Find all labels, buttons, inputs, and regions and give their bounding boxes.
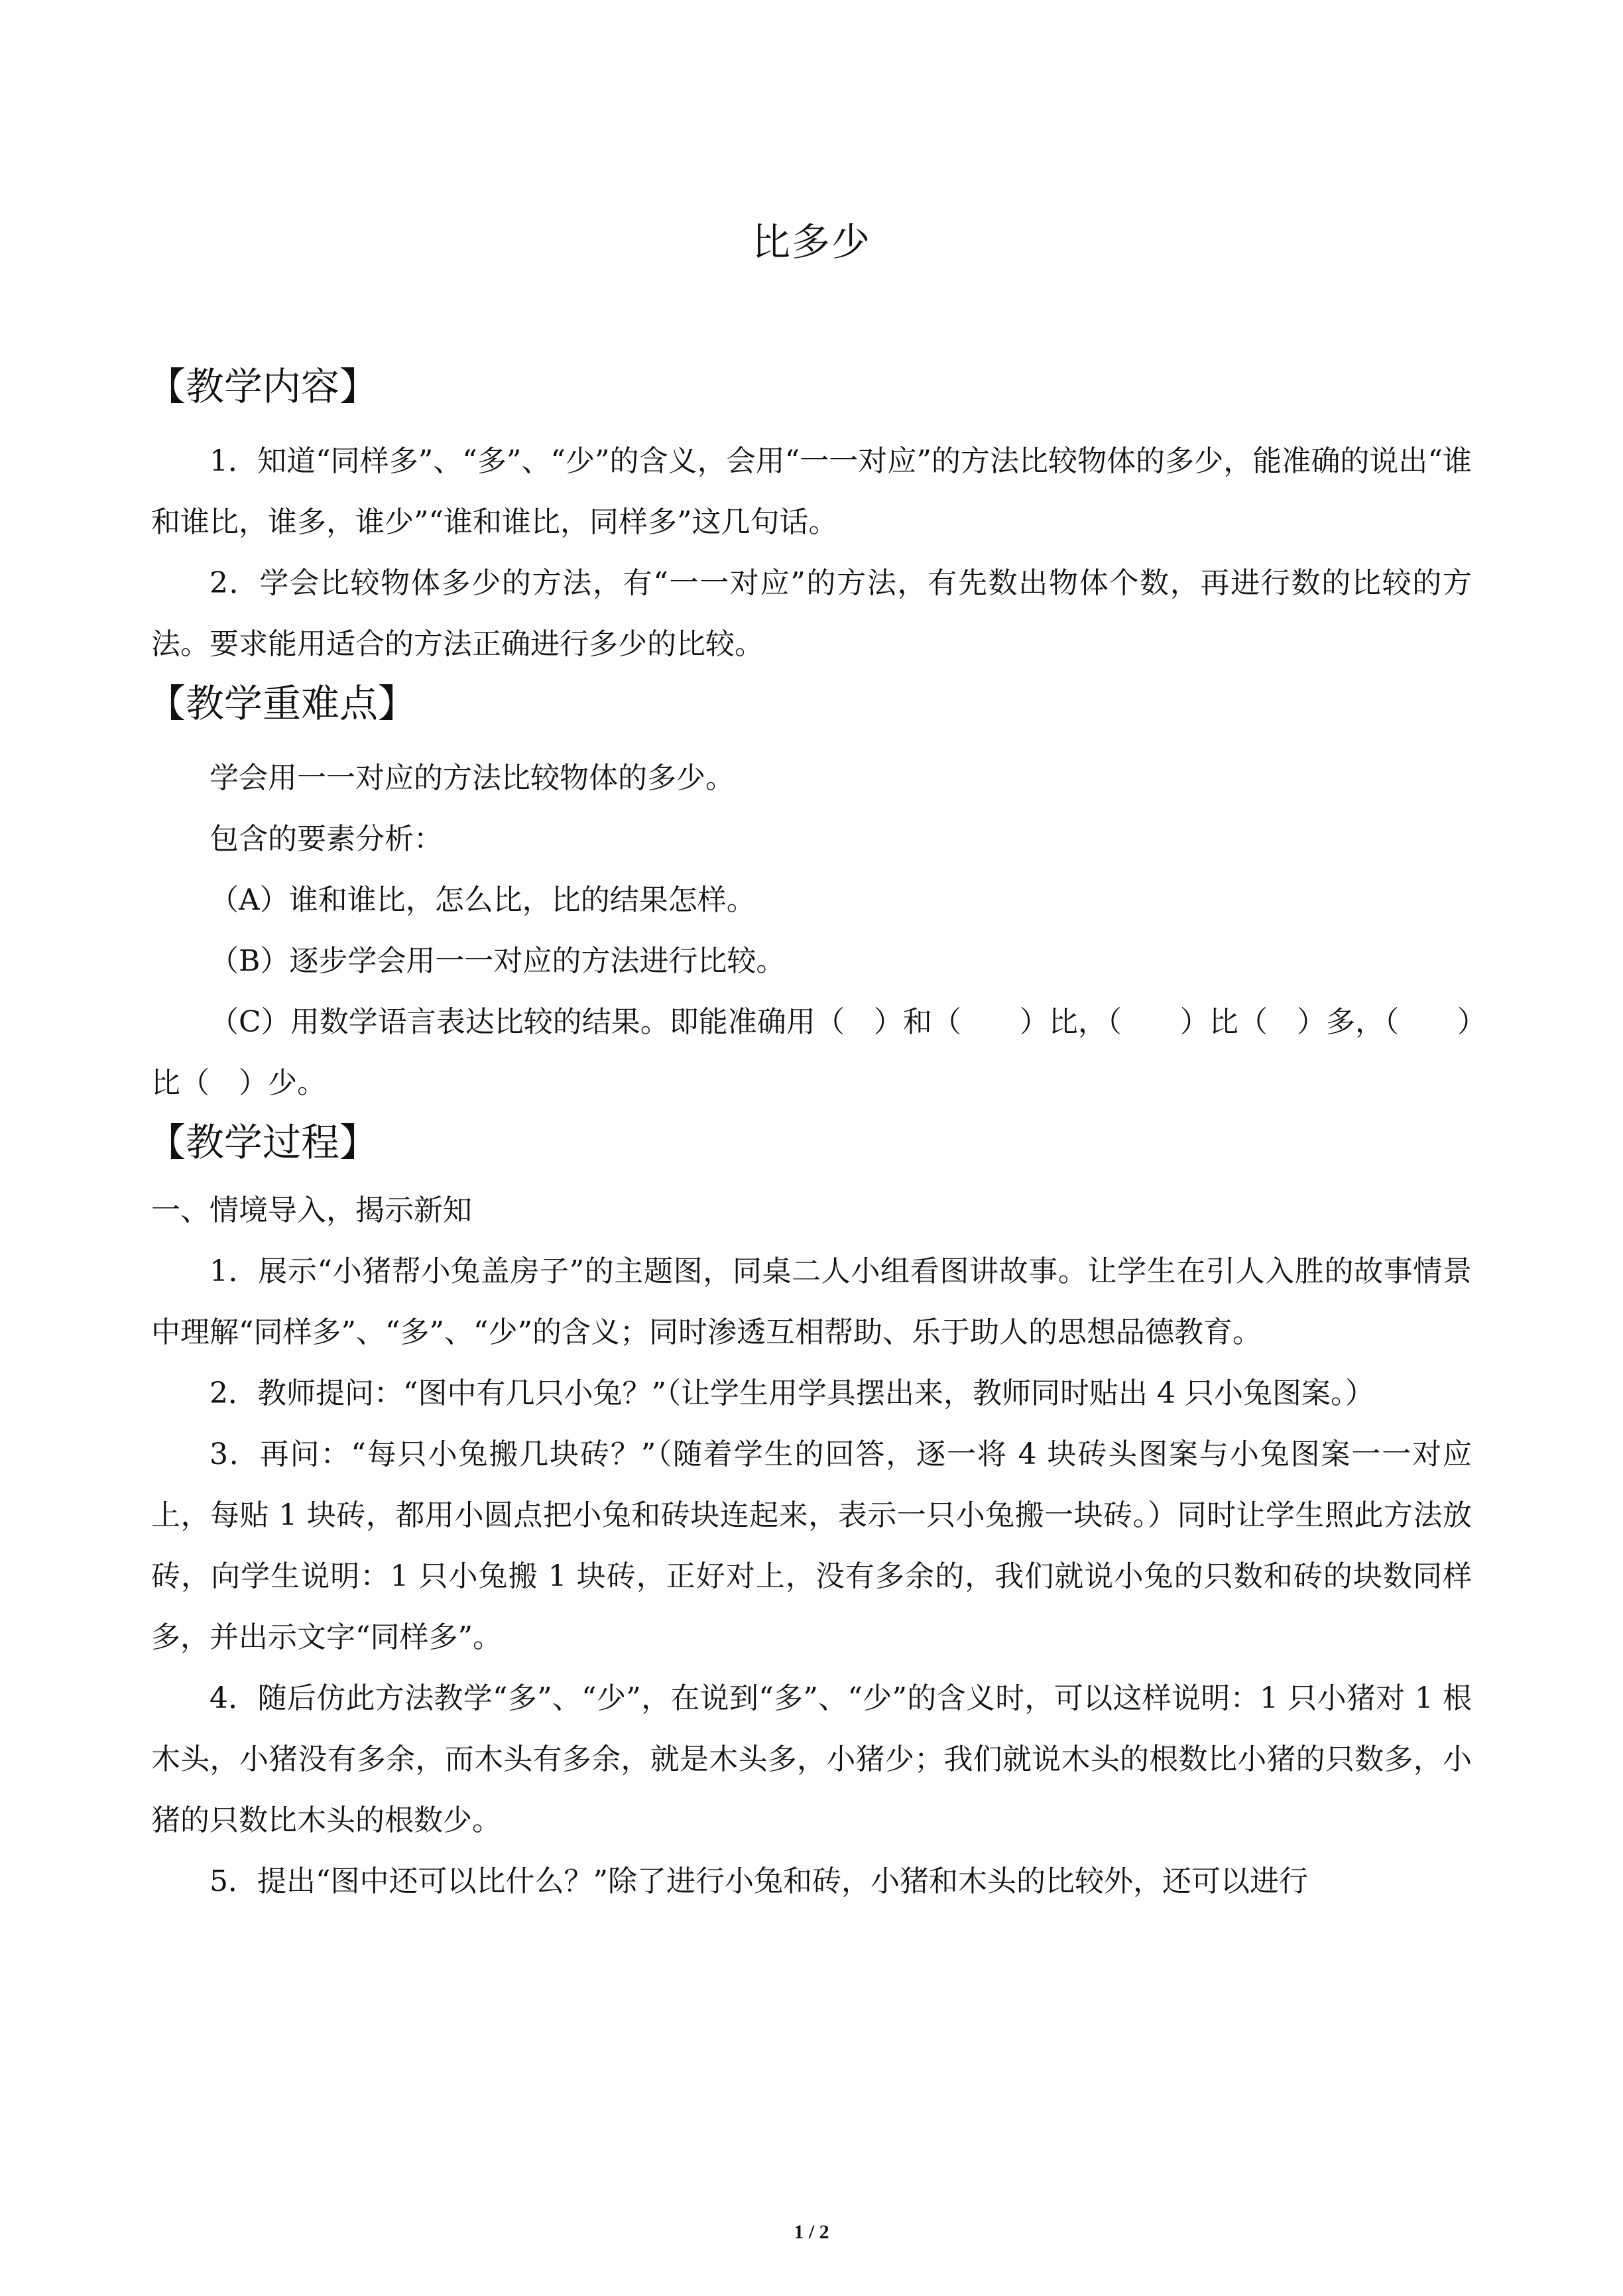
key-point-line-5: （C）用数学语言表达比较的结果。即能准确用（ ）和（ ）比，（ ）比（ ）多，（ ）比（ ）少。 bbox=[151, 1005, 1472, 1100]
page-number: 1 / 2 bbox=[794, 2221, 829, 2243]
content-paragraph-2: 2．学会比较物体多少的方法，有“一一对应”的方法，有先数出物体个数，再进行数的比较的方法。要求能用适合的方法正确进行多少的比较。 bbox=[151, 566, 1472, 661]
section-heading-key-points: 【教学重难点】 bbox=[147, 681, 417, 726]
section-heading-process: 【教学过程】 bbox=[147, 1120, 379, 1165]
process-paragraph-4: 4．随后仿此方法教学“多”、“少”，在说到“多”、“少”的含义时，可以这样说明：1 只小猪对 1 根木头，小猪没有多余，而木头有多余，就是木头多，小猪少；我们就说木头的根数比小猪的只数多，小猪的只数比木头的根数少。 bbox=[151, 1681, 1472, 1837]
process-paragraph-1: 1．展示“小猪帮小兔盖房子”的主题图，同桌二人小组看图讲故事。让学生在引人入胜的故事情景中理解“同样多”、“多”、“少”的含义；同时渗透互相帮助、乐于助人的思想品德教育。 bbox=[151, 1254, 1472, 1349]
content-paragraph-1: 1．知道“同样多”、“多”、“少”的含义，会用“一一对应”的方法比较物体的多少，能准确的说出“谁和谁比，谁多，谁少”“谁和谁比，同样多”这几句话。 bbox=[151, 444, 1472, 539]
process-paragraph-2: 2．教师提问：“图中有几只小兔？”（让学生用学具摆出来，教师同时贴出 4 只小兔图案。） bbox=[210, 1376, 1374, 1410]
process-paragraph-5: 5．提出“图中还可以比什么？”除了进行小兔和砖，小猪和木头的比较外，还可以进行 bbox=[210, 1864, 1308, 1898]
key-point-line-4: （B）逐步学会用一一对应的方法进行比较。 bbox=[210, 944, 786, 978]
key-point-line-1: 学会用一一对应的方法比较物体的多少。 bbox=[210, 761, 735, 795]
document-title: 比多少 bbox=[751, 219, 871, 265]
process-subheading-1: 一、情境导入，揭示新知 bbox=[151, 1193, 472, 1227]
key-point-line-3: （A）谁和谁比，怎么比，比的结果怎样。 bbox=[210, 883, 756, 917]
process-paragraph-3: 3．再问：“每只小兔搬几块砖？”（随着学生的回答，逐一将 4 块砖头图案与小兔图案一一对应上，每贴 1 块砖，都用小圆点把小兔和砖块连起来，表示一只小兔搬一块砖。）同时让学生照此方法放砖，向学生说明：1 只小兔搬 1 块砖，正好对上，没有多余的，我们就说小兔的只数和砖的块数同样多，并出示文字“同样多”。 bbox=[151, 1437, 1472, 1654]
section-heading-content: 【教学内容】 bbox=[147, 364, 379, 409]
document-body bbox=[147, 358, 1472, 1912]
key-point-line-2: 包含的要素分析： bbox=[210, 822, 443, 856]
